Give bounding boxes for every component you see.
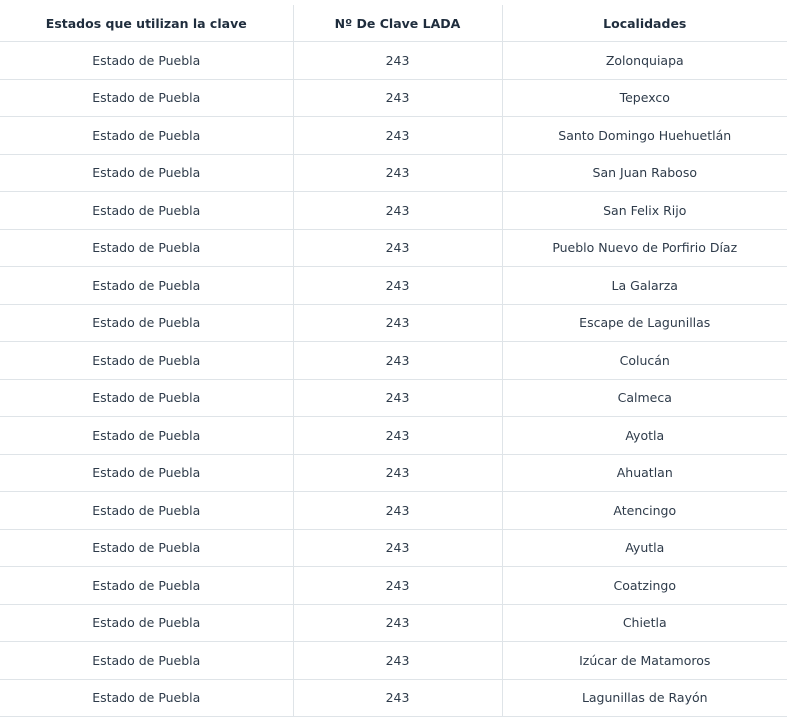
table-row — [0, 642, 787, 680]
cell-clave: 243 — [293, 417, 502, 455]
table-row — [0, 529, 787, 567]
table-row — [0, 604, 787, 642]
cell-localidad: Ayotla — [502, 417, 787, 455]
cell-localidad: Zolonquiapa — [502, 42, 787, 80]
cell-estado: Estado de Puebla — [0, 604, 293, 642]
cell-estado: Estado de Puebla — [0, 529, 293, 567]
cell-estado: Estado de Puebla — [0, 492, 293, 530]
cell-estado: Estado de Puebla — [0, 304, 293, 342]
table-row — [0, 79, 787, 117]
cell-localidad: Atencingo — [502, 492, 787, 530]
table-row — [0, 454, 787, 492]
table-row — [0, 192, 787, 230]
lada-table — [0, 5, 787, 717]
cell-estado: Estado de Puebla — [0, 117, 293, 155]
table-header-row — [0, 5, 787, 42]
cell-clave: 243 — [293, 604, 502, 642]
cell-localidad: Escape de Lagunillas — [502, 304, 787, 342]
cell-localidad: Tepexco — [502, 79, 787, 117]
cell-clave: 243 — [293, 679, 502, 717]
header-clave-lada: Nº De Clave LADA — [293, 5, 502, 42]
cell-estado: Estado de Puebla — [0, 342, 293, 380]
cell-clave: 243 — [293, 267, 502, 305]
cell-estado: Estado de Puebla — [0, 567, 293, 605]
table-row — [0, 117, 787, 155]
cell-clave: 243 — [293, 304, 502, 342]
table-body — [0, 42, 787, 717]
cell-clave: 243 — [293, 192, 502, 230]
table-row — [0, 567, 787, 605]
cell-localidad: San Juan Raboso — [502, 154, 787, 192]
cell-estado: Estado de Puebla — [0, 192, 293, 230]
cell-clave: 243 — [293, 567, 502, 605]
table-row — [0, 379, 787, 417]
cell-localidad: Chietla — [502, 604, 787, 642]
cell-localidad: Lagunillas de Rayón — [502, 679, 787, 717]
cell-localidad: Izúcar de Matamoros — [502, 642, 787, 680]
cell-estado: Estado de Puebla — [0, 454, 293, 492]
table-row — [0, 679, 787, 717]
table-row — [0, 417, 787, 455]
cell-localidad: Ahuatlan — [502, 454, 787, 492]
cell-localidad: Colucán — [502, 342, 787, 380]
header-localidades: Localidades — [502, 5, 787, 42]
cell-estado: Estado de Puebla — [0, 229, 293, 267]
cell-clave: 243 — [293, 229, 502, 267]
cell-clave: 243 — [293, 117, 502, 155]
cell-estado: Estado de Puebla — [0, 642, 293, 680]
cell-estado: Estado de Puebla — [0, 679, 293, 717]
table-row — [0, 342, 787, 380]
cell-clave: 243 — [293, 454, 502, 492]
cell-clave: 243 — [293, 492, 502, 530]
cell-estado: Estado de Puebla — [0, 154, 293, 192]
cell-localidad: Pueblo Nuevo de Porfirio Díaz — [502, 229, 787, 267]
cell-localidad: San Felix Rijo — [502, 192, 787, 230]
cell-estado: Estado de Puebla — [0, 267, 293, 305]
cell-estado: Estado de Puebla — [0, 42, 293, 80]
cell-localidad: Calmeca — [502, 379, 787, 417]
table-row — [0, 304, 787, 342]
cell-estado: Estado de Puebla — [0, 379, 293, 417]
table-row — [0, 42, 787, 80]
cell-clave: 243 — [293, 379, 502, 417]
cell-localidad: La Galarza — [502, 267, 787, 305]
table-row — [0, 267, 787, 305]
cell-clave: 243 — [293, 642, 502, 680]
cell-clave: 243 — [293, 42, 502, 80]
cell-estado: Estado de Puebla — [0, 79, 293, 117]
cell-localidad: Coatzingo — [502, 567, 787, 605]
cell-localidad: Ayutla — [502, 529, 787, 567]
cell-clave: 243 — [293, 154, 502, 192]
header-estados: Estados que utilizan la clave — [0, 5, 293, 42]
cell-estado: Estado de Puebla — [0, 417, 293, 455]
cell-clave: 243 — [293, 342, 502, 380]
cell-clave: 243 — [293, 79, 502, 117]
table-row — [0, 492, 787, 530]
table-row — [0, 154, 787, 192]
cell-clave: 243 — [293, 529, 502, 567]
cell-localidad: Santo Domingo Huehuetlán — [502, 117, 787, 155]
table-row — [0, 229, 787, 267]
